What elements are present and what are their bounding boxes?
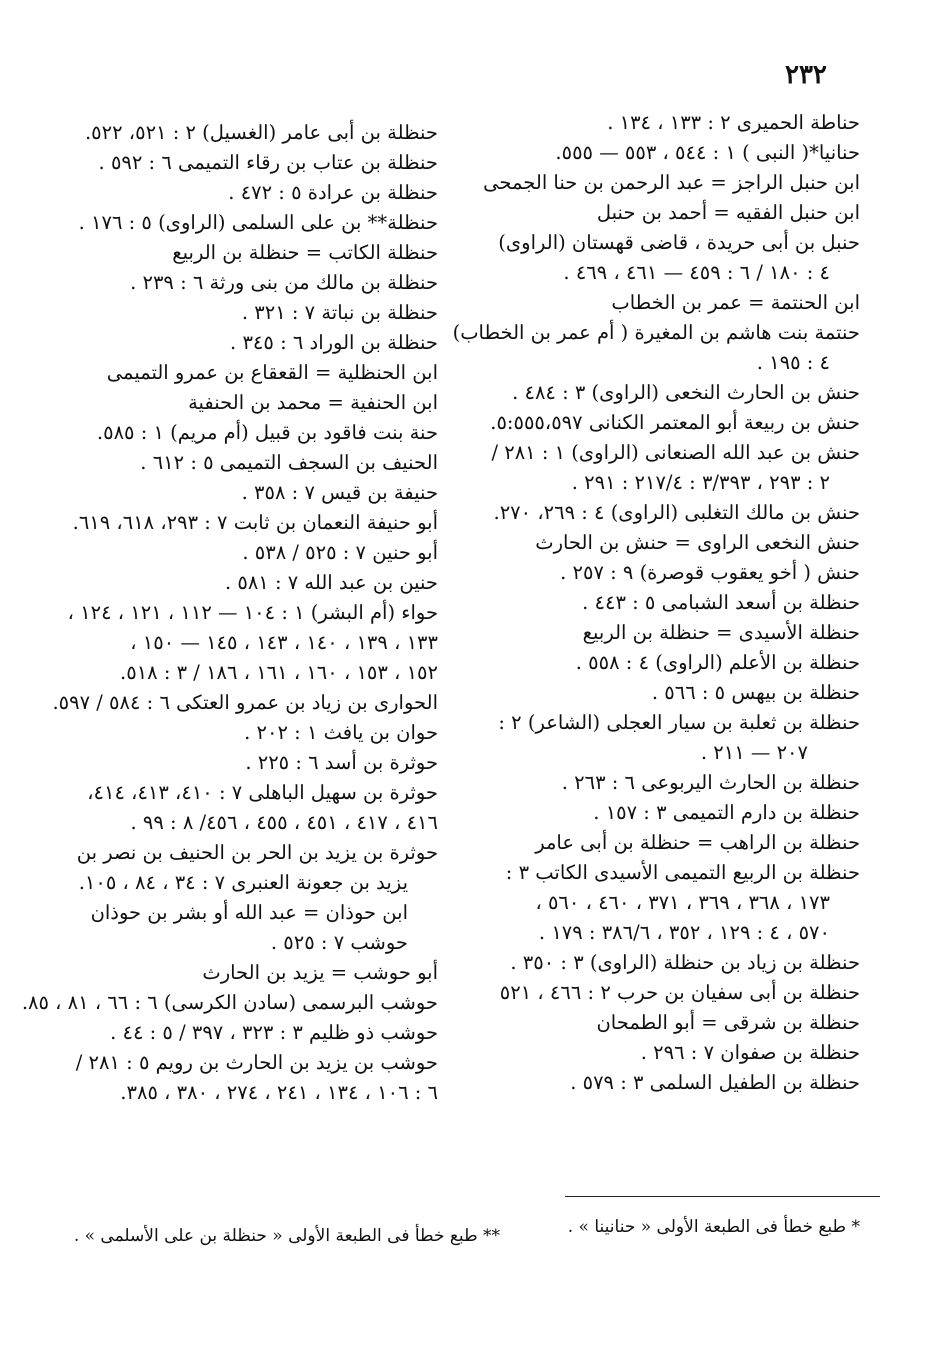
index-entry: حنظلة بن الربيع التميمى الأسيدى الكاتب ٣ : <box>505 861 860 884</box>
index-entry: حنظلة بن الأعلم (الراوى) ٤ : ٥٥٨ . <box>575 651 860 674</box>
index-entry: حنظلة بن مالك من بنى ورثة ٦ : ٢٣٩ . <box>130 271 438 294</box>
index-entry: أبو حنين ٧ : ٥٢٥ / ٥٣٨ . <box>242 541 438 564</box>
index-entry: حنظلة الكاتب = حنظلة بن الربيع <box>172 241 438 264</box>
index-entry-continuation: ٦ : ١٠٦ ، ١٣٤ ، ٢٤١ ، ٢٧٤ ، ٣٨٠ ، ٣٨٥. <box>120 1081 438 1104</box>
index-entry-continuation: ٢٠٧ — ٢١١ . <box>700 741 808 764</box>
index-entry: حنظلة بن أبى عامر (الغسيل) ٢ : ٥٢١، ٥٢٢. <box>84 121 438 144</box>
index-entry: حنظلة بن نباتة ٧ : ٣٢١ . <box>241 301 438 324</box>
index-entry: حنين بن عبد الله ٧ : ٥٨١ . <box>224 571 438 594</box>
index-entry: ابن الحنظلية = القعقاع بن عمرو التميمى <box>106 361 438 384</box>
index-entry: حنظلة بن الراهب = حنظلة بن أبى عامر <box>535 831 860 854</box>
index-entry-continuation: ١٧٣ ، ٣٦٨ ، ٣٦٩ ، ٣٧١ ، ٤٦٠ ، ٥٦٠ ، <box>535 891 830 914</box>
index-entry: حنظلة بن عرادة ٥ : ٤٧٢ . <box>228 181 438 204</box>
index-entry: حناطة الحميرى ٢ : ١٣٣ ، ١٣٤ . <box>607 111 860 134</box>
index-entry: حنظلة بن بيهس ٥ : ٥٦٦ . <box>651 681 860 704</box>
index-entry: حنظلة بن ثعلبة بن سيار العجلى (الشاعر) ٢ : <box>498 711 860 734</box>
index-entry: أبو حنيفة النعمان بن ثابت ٧ : ٢٩٣، ٦١٨، ٦١٩. <box>72 511 438 534</box>
index-entry: حنظلة بن عتاب بن رقاء التميمى ٦ : ٥٩٢ . <box>98 151 438 174</box>
index-entry: حنظلة بن شرقى = أبو الطمحان <box>596 1011 860 1034</box>
footnote-divider <box>565 1196 880 1197</box>
index-entry: حنظلة بن دارم التميمى ٣ : ١٥٧ . <box>593 801 860 824</box>
index-entry: حوشب البرسمى (سادن الكرسى) ٦ : ٦٦ ، ٨١ ، ٨٥. <box>21 991 438 1014</box>
index-entry: حنظلة بن الطفيل السلمى ٣ : ٥٧٩ . <box>570 1071 860 1094</box>
index-entry: حنظلة بن الحارث اليربوعى ٦ : ٢٦٣ . <box>561 771 860 794</box>
index-entry-continuation: ١٥٢ ، ١٥٣ ، ١٦٠ ، ١٦١ ، ١٨٦ / ٣ : ٥١٨. <box>120 661 438 684</box>
index-entry: حنتمة بنت هاشم بن المغيرة ( أم عمر بن الخطاب) <box>452 321 860 344</box>
index-entry-continuation: ٢ : ٢٩٣ ، ٣/٣٩٣ : ٢١٧/٤ : ٢٩١ . <box>571 471 830 494</box>
index-entry: حوشب ذو ظليم ٣ : ٣٢٣ ، ٣٩٧ / ٥ : ٤٤ . <box>110 1021 438 1044</box>
index-column-right <box>452 108 860 1098</box>
index-entry-continuation: ٤ : ١٨٠ / ٦ : ٤٥٩ — ٤٦١ ، ٤٦٩ . <box>563 261 830 284</box>
index-entry-continuation: ٤ : ١٩٥ . <box>756 351 830 374</box>
index-entry: حنش النخعى الراوى = حنش بن الحارث <box>535 531 860 554</box>
index-entry: الحنيف بن السجف التميمى ٥ : ٦١٢ . <box>140 451 438 474</box>
index-entry: أبو حوشب = يزيد بن الحارث <box>202 961 438 984</box>
index-entry: حنظلة بن الوراد ٦ : ٣٤٥ . <box>230 331 438 354</box>
index-entry: حنظلة بن صفوان ٧ : ٢٩٦ . <box>640 1041 860 1064</box>
index-entry-continuation: ٥٧٠ ، ٤ : ١٢٩ ، ٣٥٢ ، ٣٨٦/٦ : ١٧٩ . <box>538 921 830 944</box>
index-entry: حنظلة** بن على السلمى (الراوى) ٥ : ١٧٦ . <box>78 211 438 234</box>
index-entry: حوشب بن يزيد بن الحارث بن رويم ٥ : ٢٨١ / <box>75 1051 438 1074</box>
footnote-left: ** طبع خطأ فى الطبعة الأولى « حنظلة بن على الأسلمى » . <box>73 1226 500 1246</box>
page-number: ٢٣٢ <box>785 60 827 90</box>
index-entry-continuation: ٤١٦ ، ٤١٧ ، ٤٥١ ، ٤٥٥ ، ٤٥٦/ ٨ : ٩٩ . <box>130 811 438 834</box>
index-entry: حوثرة بن يزيد بن الحر بن الحنيف بن نصر بن <box>76 841 438 864</box>
index-entry: حنش بن الحارث النخعى (الراوى) ٣ : ٤٨٤ . <box>512 381 860 404</box>
index-entry: حنش بن عبد الله الصنعانى (الراوى) ١ : ٢٨١ / <box>491 441 860 464</box>
index-entry: حوثرة بن سهيل الباهلى ٧ : ٤١٠، ٤١٣، ٤١٤، <box>87 781 438 804</box>
index-entry: ابن حنبل الفقيه = أحمد بن حنبل <box>596 201 860 224</box>
index-entry: حنش بن ربيعة أبو المعتمر الكنانى ٥:٥٥٥،٥٩٧. <box>490 411 860 434</box>
index-entry: حوشب ٧ : ٥٢٥ . <box>270 931 408 954</box>
index-entry: حوثرة بن أسد ٦ : ٢٢٥ . <box>245 751 438 774</box>
index-entry: حنظلة الأسيدى = حنظلة بن الربيع <box>582 621 860 644</box>
index-entry: حنش بن مالك التغلبى (الراوى) ٤ : ٢٦٩، ٢٧٠. <box>493 501 860 524</box>
index-entry: حنظلة بن زياد بن حنظلة (الراوى) ٣ : ٣٥٠ . <box>510 951 860 974</box>
index-entry: حنظلة بن أبى سفيان بن حرب ٢ : ٤٦٦ ، ٥٢١ <box>499 981 860 1004</box>
index-entry: ابن الحنتمة = عمر بن الخطاب <box>611 291 860 314</box>
index-entry: ابن حوذان = عبد الله أو بشر بن حوذان <box>90 901 408 924</box>
index-entry: ابن الحنفية = محمد بن الحنفية <box>188 391 438 414</box>
index-entry: حنة بنت فاقود بن قبيل (أم مريم) ١ : ٥٨٥. <box>96 421 438 444</box>
index-entry-continuation: ١٣٣ ، ١٣٩ ، ١٤٠ ، ١٤٣ ، ١٤٥ — ١٥٠ ، <box>130 631 438 654</box>
index-entry: حنظلة بن أسعد الشبامى ٥ : ٤٤٣ . <box>582 591 860 614</box>
index-entry: الحوارى بن زياد بن عمرو العتكى ٦ : ٥٨٤ / ٥٩٧. <box>52 691 438 714</box>
index-column-left <box>21 118 438 1108</box>
index-entry: حنبل بن أبى حريدة ، قاضى قهستان (الراوى) <box>498 231 860 254</box>
footnote-right: * طبع خطأ فى الطبعة الأولى « حنانينا » . <box>567 1217 860 1237</box>
index-entry: حوان بن يافث ١ : ٢٠٢ . <box>244 721 438 744</box>
index-entry: حنانيا*( النبى ) ١ : ٥٤٤ ، ٥٥٣ — ٥٥٥. <box>555 141 860 164</box>
index-entry: حواء (أم البشر) ١ : ١٠٤ — ١١٢ ، ١٢١ ، ١٢٤ ، <box>67 601 438 624</box>
index-entry: حنش ( أخو يعقوب قوصرة) ٩ : ٢٥٧ . <box>560 561 860 584</box>
index-entry: حنيفة بن قيس ٧ : ٣٥٨ . <box>241 481 438 504</box>
index-entry: ابن حنبل الراجز = عبد الرحمن بن حنا الجمحى <box>483 171 860 194</box>
index-entry-continuation: يزيد بن جعونة العنبرى ٧ : ٣٤ ، ٨٤ ، ١٠٥. <box>78 871 408 894</box>
